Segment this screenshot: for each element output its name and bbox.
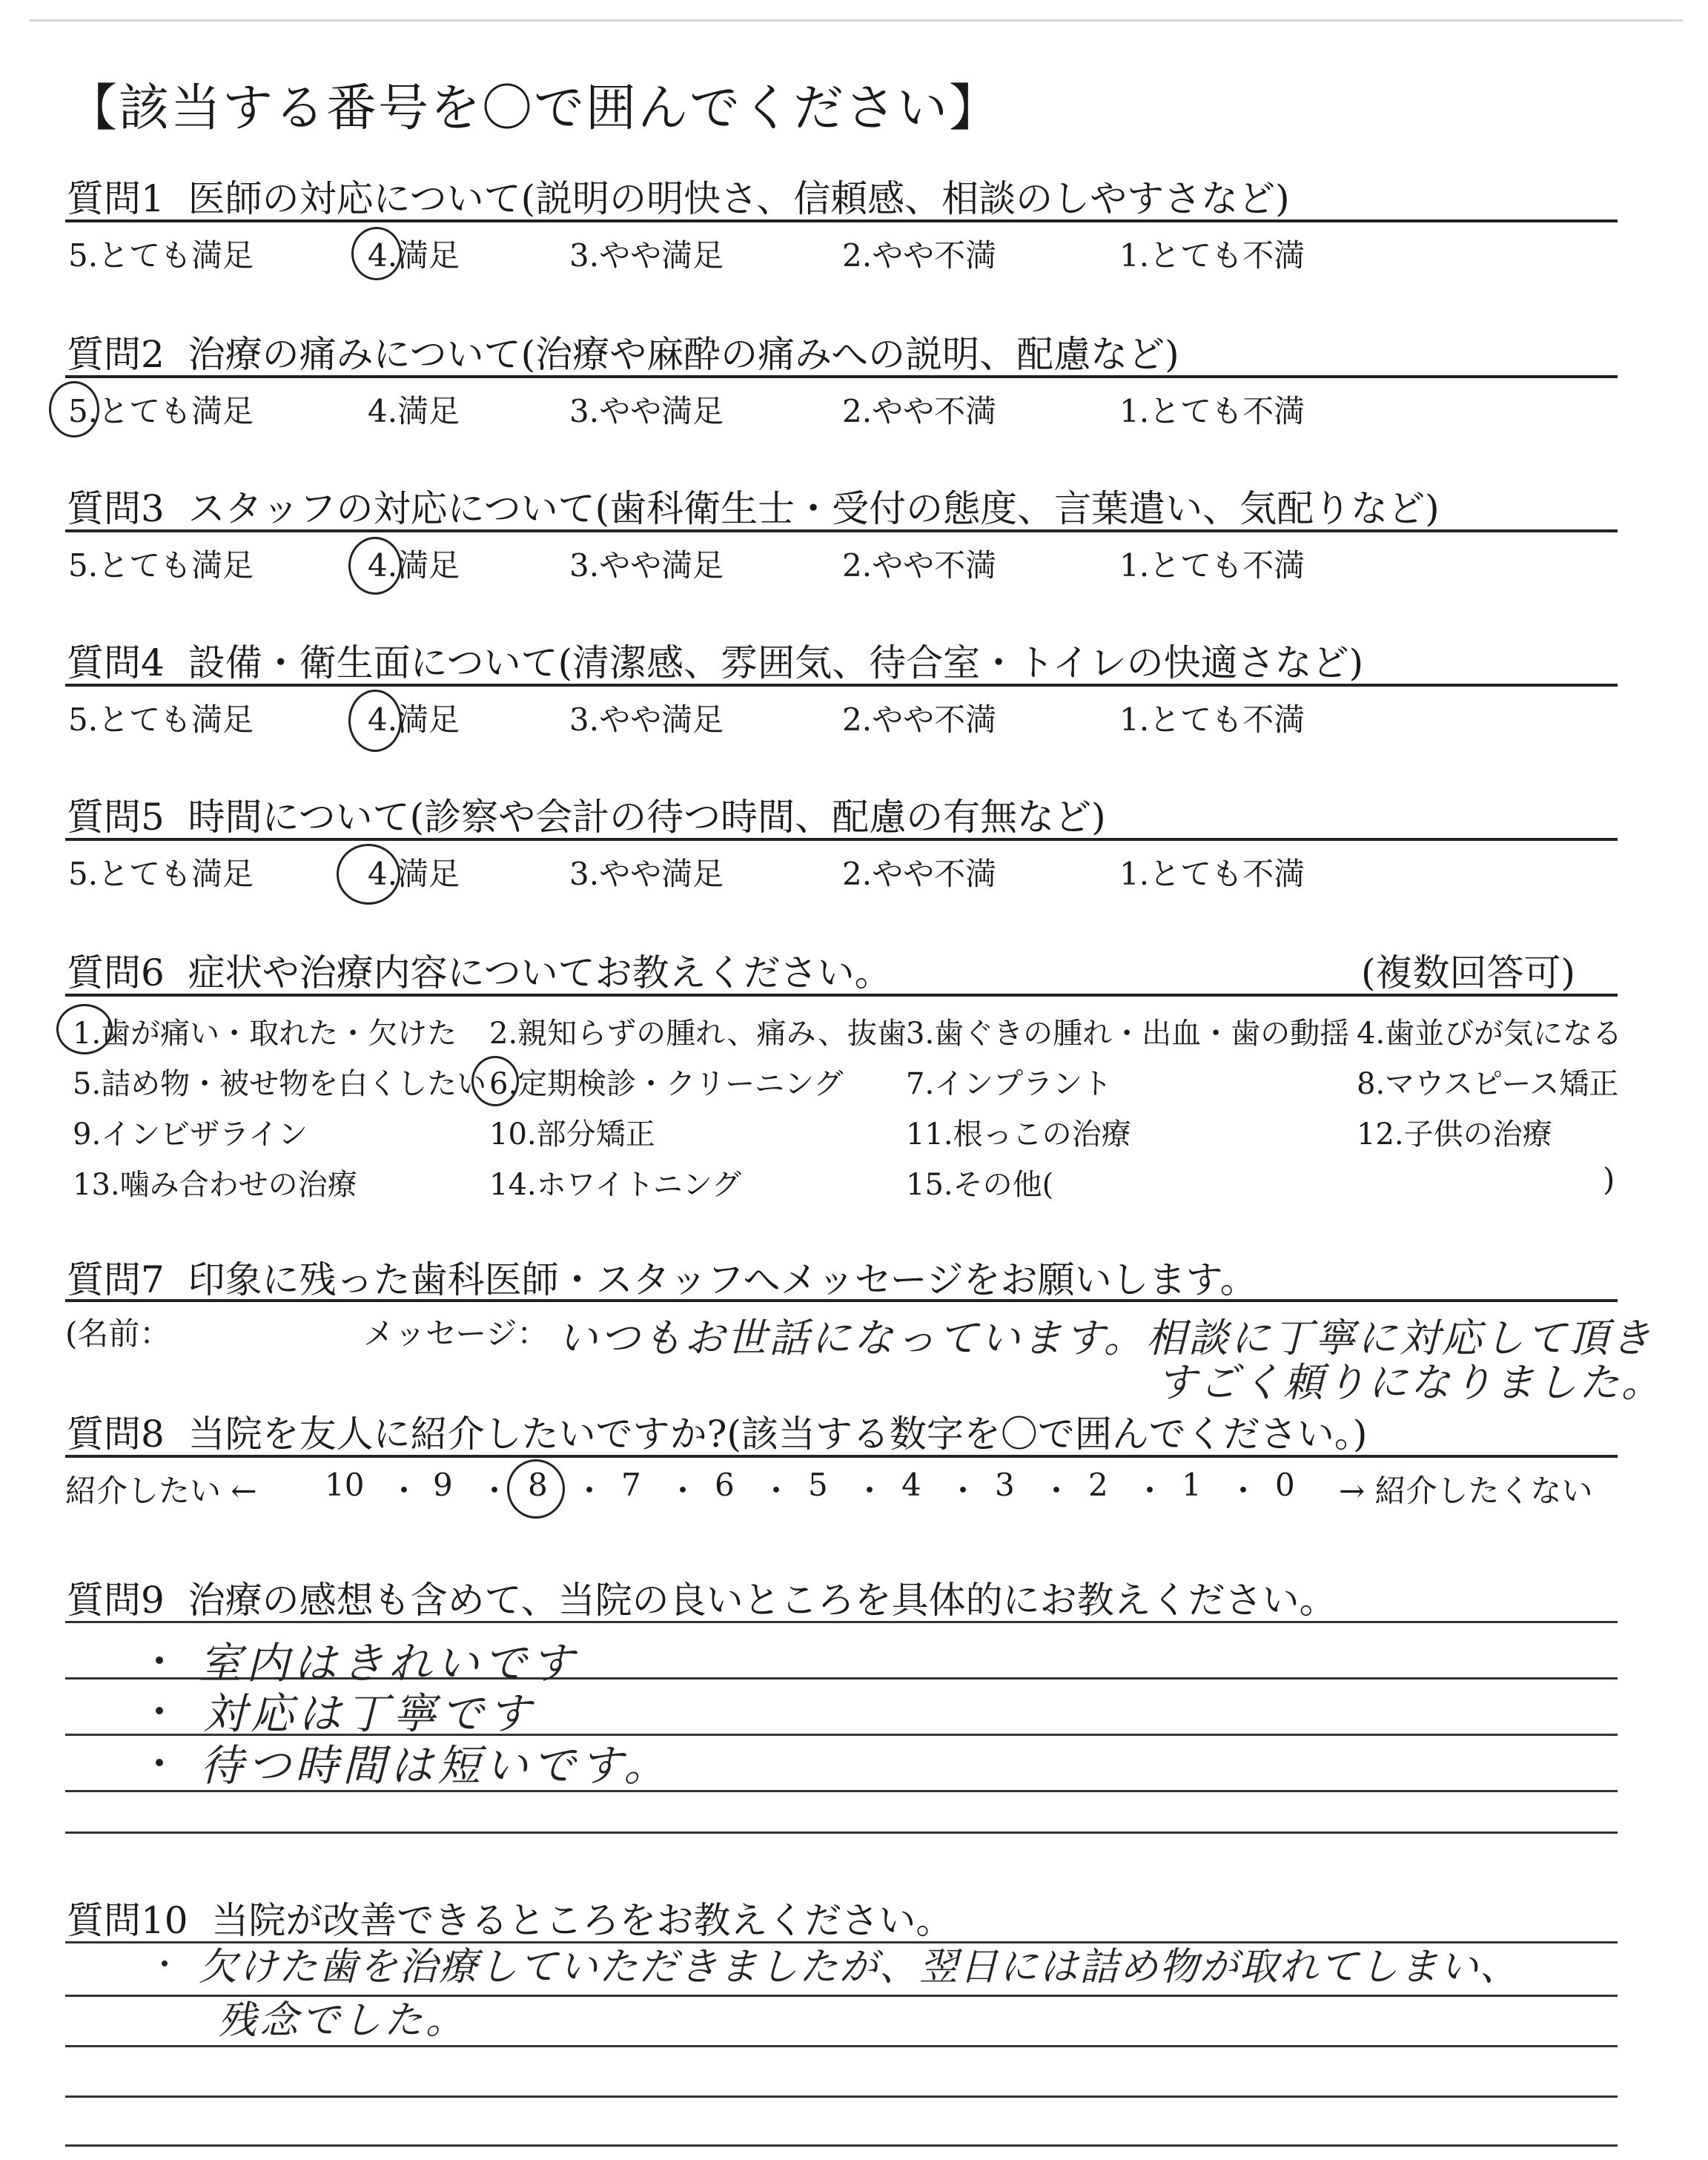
q6-option-6[interactable]: 6.定期検診・クリーニング — [489, 1067, 844, 1101]
q8-dot: ・ — [1041, 1473, 1073, 1509]
q2-rule — [65, 375, 1618, 378]
q1-option-1[interactable]: 1.とても不満 — [1119, 237, 1305, 274]
q3-selection-circle — [348, 537, 402, 595]
q9-text: 治療の感想も含めて、当院の良いところを具体的にお教えください。 — [188, 1579, 1337, 1622]
q7-title — [67, 1250, 1257, 1304]
q6-note: (複数回答可) — [1361, 951, 1576, 994]
q8-scale-3[interactable]: 3 — [995, 1467, 1015, 1503]
q10-answer-line2: 残念でした。 — [218, 1998, 468, 2043]
q10-label: 質問10 — [67, 1899, 188, 1942]
q6-selection-circle-1 — [56, 1004, 113, 1054]
q6-title — [67, 943, 892, 997]
q3-label: 質問3 — [67, 487, 165, 530]
q6-option-9[interactable]: 9.インビザライン — [73, 1117, 308, 1152]
q6-option-10[interactable]: 10.部分矯正 — [489, 1117, 655, 1152]
q1-option-4[interactable]: 4.満足 — [368, 237, 460, 274]
q5-option-3[interactable]: 3.やや満足 — [569, 856, 724, 892]
q8-scale-5[interactable]: 5 — [808, 1467, 828, 1503]
q2-label: 質問2 — [67, 333, 165, 376]
q8-dot: ・ — [667, 1473, 699, 1509]
q2-title — [67, 325, 1179, 378]
q1-option-5[interactable]: 5.とても満足 — [68, 237, 254, 274]
q10-bullet — [162, 1961, 168, 1966]
q4-option-3[interactable]: 3.やや満足 — [569, 701, 724, 738]
q6-option-15[interactable]: 15.その他( — [906, 1168, 1054, 1202]
q2-option-1[interactable]: 1.とても不満 — [1119, 393, 1305, 429]
q5-text: 時間について(診察や会計の待つ時間、配慮の有無など) — [188, 796, 1106, 839]
q8-label: 質問8 — [67, 1413, 165, 1456]
q8-scale-1[interactable]: 1 — [1182, 1467, 1202, 1503]
q8-dot: ・ — [574, 1473, 606, 1509]
q4-option-2[interactable]: 2.やや不満 — [842, 701, 997, 738]
q4-option-1[interactable]: 1.とても不満 — [1119, 701, 1305, 738]
q3-rule — [65, 529, 1618, 532]
q8-scale-0[interactable]: 0 — [1275, 1467, 1295, 1503]
q10-line — [65, 2095, 1618, 2098]
q2-option-5[interactable]: 5.とても満足 — [68, 393, 254, 429]
q3-option-5[interactable]: 5.とても満足 — [68, 547, 254, 584]
q5-rule — [65, 838, 1618, 841]
q6-label: 質問6 — [67, 951, 165, 994]
q6-rule — [65, 994, 1618, 997]
q8-scale-6[interactable]: 6 — [715, 1467, 735, 1503]
q8-title — [67, 1404, 1367, 1458]
q6-option-5[interactable]: 5.詰め物・被せ物を白くしたい — [73, 1067, 487, 1101]
q7-name-label: (名前： — [65, 1315, 171, 1352]
q6-option-11[interactable]: 11.根っこの治療 — [906, 1117, 1131, 1152]
q8-right-label: → 紹介したくない — [1339, 1473, 1593, 1509]
q6-option-15-close: ) — [1603, 1161, 1615, 1198]
q8-dot: ・ — [1228, 1473, 1260, 1509]
q9-label: 質問9 — [67, 1579, 165, 1622]
q8-dot: ・ — [761, 1473, 792, 1509]
q3-option-4[interactable]: 4.満足 — [368, 547, 460, 584]
q9-answer-3: 待つ時間は短いです。 — [200, 1740, 672, 1791]
q8-selection-circle — [507, 1459, 565, 1519]
q10-text: 当院が改善できるところをお教えください。 — [211, 1899, 953, 1942]
q9-title — [67, 1571, 1337, 1624]
form-title: 【該当する番号を〇で囲んでください】 — [67, 79, 1002, 138]
q8-scale-7[interactable]: 7 — [621, 1467, 641, 1503]
q3-option-2[interactable]: 2.やや不満 — [842, 547, 997, 584]
q3-title — [67, 479, 1440, 532]
q7-message-label: メッセージ： — [363, 1315, 549, 1352]
q2-text: 治療の痛みについて(治療や麻酔の痛みへの説明、配慮など) — [188, 333, 1179, 376]
q7-message-line2: すごく頼りになりました。 — [1156, 1359, 1664, 1406]
q9-line — [65, 1621, 1618, 1623]
q9-bullet — [156, 1657, 163, 1664]
q3-text: スタッフの対応について(歯科衛生士・受付の態度、言葉遣い、気配りなど) — [188, 487, 1440, 530]
q4-label: 質問4 — [67, 641, 165, 684]
q8-scale-9[interactable]: 9 — [433, 1467, 453, 1503]
q5-option-1[interactable]: 1.とても不満 — [1119, 856, 1305, 892]
q6-option-14[interactable]: 14.ホワイトニング — [489, 1168, 742, 1202]
q2-selection-circle — [49, 381, 99, 437]
q1-label: 質問1 — [67, 177, 165, 220]
q8-scale-8[interactable]: 8 — [528, 1467, 548, 1503]
q1-title — [67, 169, 1290, 222]
q7-rule — [65, 1299, 1618, 1302]
q3-option-3[interactable]: 3.やや満足 — [569, 547, 724, 584]
q2-option-3[interactable]: 3.やや満足 — [569, 393, 724, 429]
q1-selection-circle — [351, 227, 402, 280]
q3-option-1[interactable]: 1.とても不満 — [1119, 547, 1305, 584]
q8-rule — [65, 1455, 1618, 1458]
q10-line — [65, 2144, 1618, 2147]
q7-text: 印象に残った歯科医師・スタッフへメッセージをお願いします。 — [188, 1258, 1257, 1301]
q6-selection-circle-6 — [471, 1056, 519, 1106]
q8-scale-10[interactable]: 10 — [325, 1467, 365, 1503]
q7-message-line1: いつもお世話になっています。相談に丁寧に対応して頂き — [557, 1315, 1653, 1361]
q8-scale-4[interactable]: 4 — [901, 1467, 921, 1503]
q9-bullet — [156, 1707, 163, 1714]
q6-text: 症状や治療内容についてお教えください。 — [188, 951, 892, 994]
q10-answer-line1: 欠けた歯を治療していただきましたが、翌日には詰め物が取れてしまい、 — [199, 1945, 1520, 1989]
q6-option-1[interactable]: 1.歯が痛い・取れた・欠けた — [73, 1017, 457, 1051]
q8-scale-2[interactable]: 2 — [1088, 1467, 1108, 1503]
q6-option-8[interactable]: 8.マウスピース矯正 — [1357, 1067, 1619, 1101]
q4-text: 設備・衛生面について(清潔感、雰囲気、待合室・トイレの快適さなど) — [188, 641, 1364, 684]
q6-option-2[interactable]: 2.親知らずの腫れ、痛み、抜歯 — [489, 1017, 907, 1051]
top-border — [30, 19, 1683, 22]
q8-dot: ・ — [947, 1473, 979, 1509]
q5-selection-circle — [337, 844, 400, 905]
q4-selection-circle — [348, 690, 402, 752]
q4-option-5[interactable]: 5.とても満足 — [68, 701, 254, 738]
q8-dot: ・ — [854, 1473, 886, 1509]
q2-option-4[interactable]: 4.満足 — [368, 393, 460, 429]
q1-text: 医師の対応について(説明の明快さ、信頼感、相談のしやすさなど) — [188, 177, 1290, 220]
q4-option-4[interactable]: 4.満足 — [368, 701, 460, 738]
q8-left-label: 紹介したい ← — [65, 1473, 257, 1509]
q9-answer-1: 室内はきれいです — [199, 1638, 579, 1688]
q8-dot: ・ — [388, 1473, 420, 1509]
q10-line — [65, 2045, 1618, 2047]
q5-title — [67, 787, 1106, 841]
q6-option-13[interactable]: 13.噛み合わせの治療 — [73, 1168, 357, 1202]
q1-option-2[interactable]: 2.やや不満 — [842, 237, 997, 274]
q8-dot: ・ — [479, 1473, 511, 1509]
q4-title — [67, 633, 1363, 687]
q6-option-4[interactable]: 4.歯並びが気になる — [1357, 1017, 1623, 1051]
q1-option-3[interactable]: 3.やや満足 — [569, 237, 724, 274]
q5-option-5[interactable]: 5.とても満足 — [68, 856, 254, 892]
q7-label: 質問7 — [67, 1258, 165, 1301]
q8-text: 当院を友人に紹介したいですか?(該当する数字を〇で囲んでください。) — [188, 1413, 1368, 1456]
q4-rule — [65, 684, 1618, 687]
q9-bullet — [156, 1759, 163, 1766]
q6-option-3[interactable]: 3.歯ぐきの腫れ・出血・歯の動揺 — [906, 1017, 1350, 1051]
q8-dot: ・ — [1134, 1473, 1166, 1509]
q9-answer-2: 対応は丁寧です — [203, 1688, 536, 1739]
q6-option-12[interactable]: 12.子供の治療 — [1357, 1117, 1552, 1152]
q9-line — [65, 1832, 1618, 1834]
q5-option-4[interactable]: 4.満足 — [368, 856, 460, 892]
q5-option-2[interactable]: 2.やや不満 — [842, 856, 997, 892]
q5-label: 質問5 — [67, 796, 165, 839]
q1-rule — [65, 219, 1618, 222]
q6-option-7[interactable]: 7.インプラント — [906, 1067, 1113, 1101]
q2-option-2[interactable]: 2.やや不満 — [842, 393, 997, 429]
